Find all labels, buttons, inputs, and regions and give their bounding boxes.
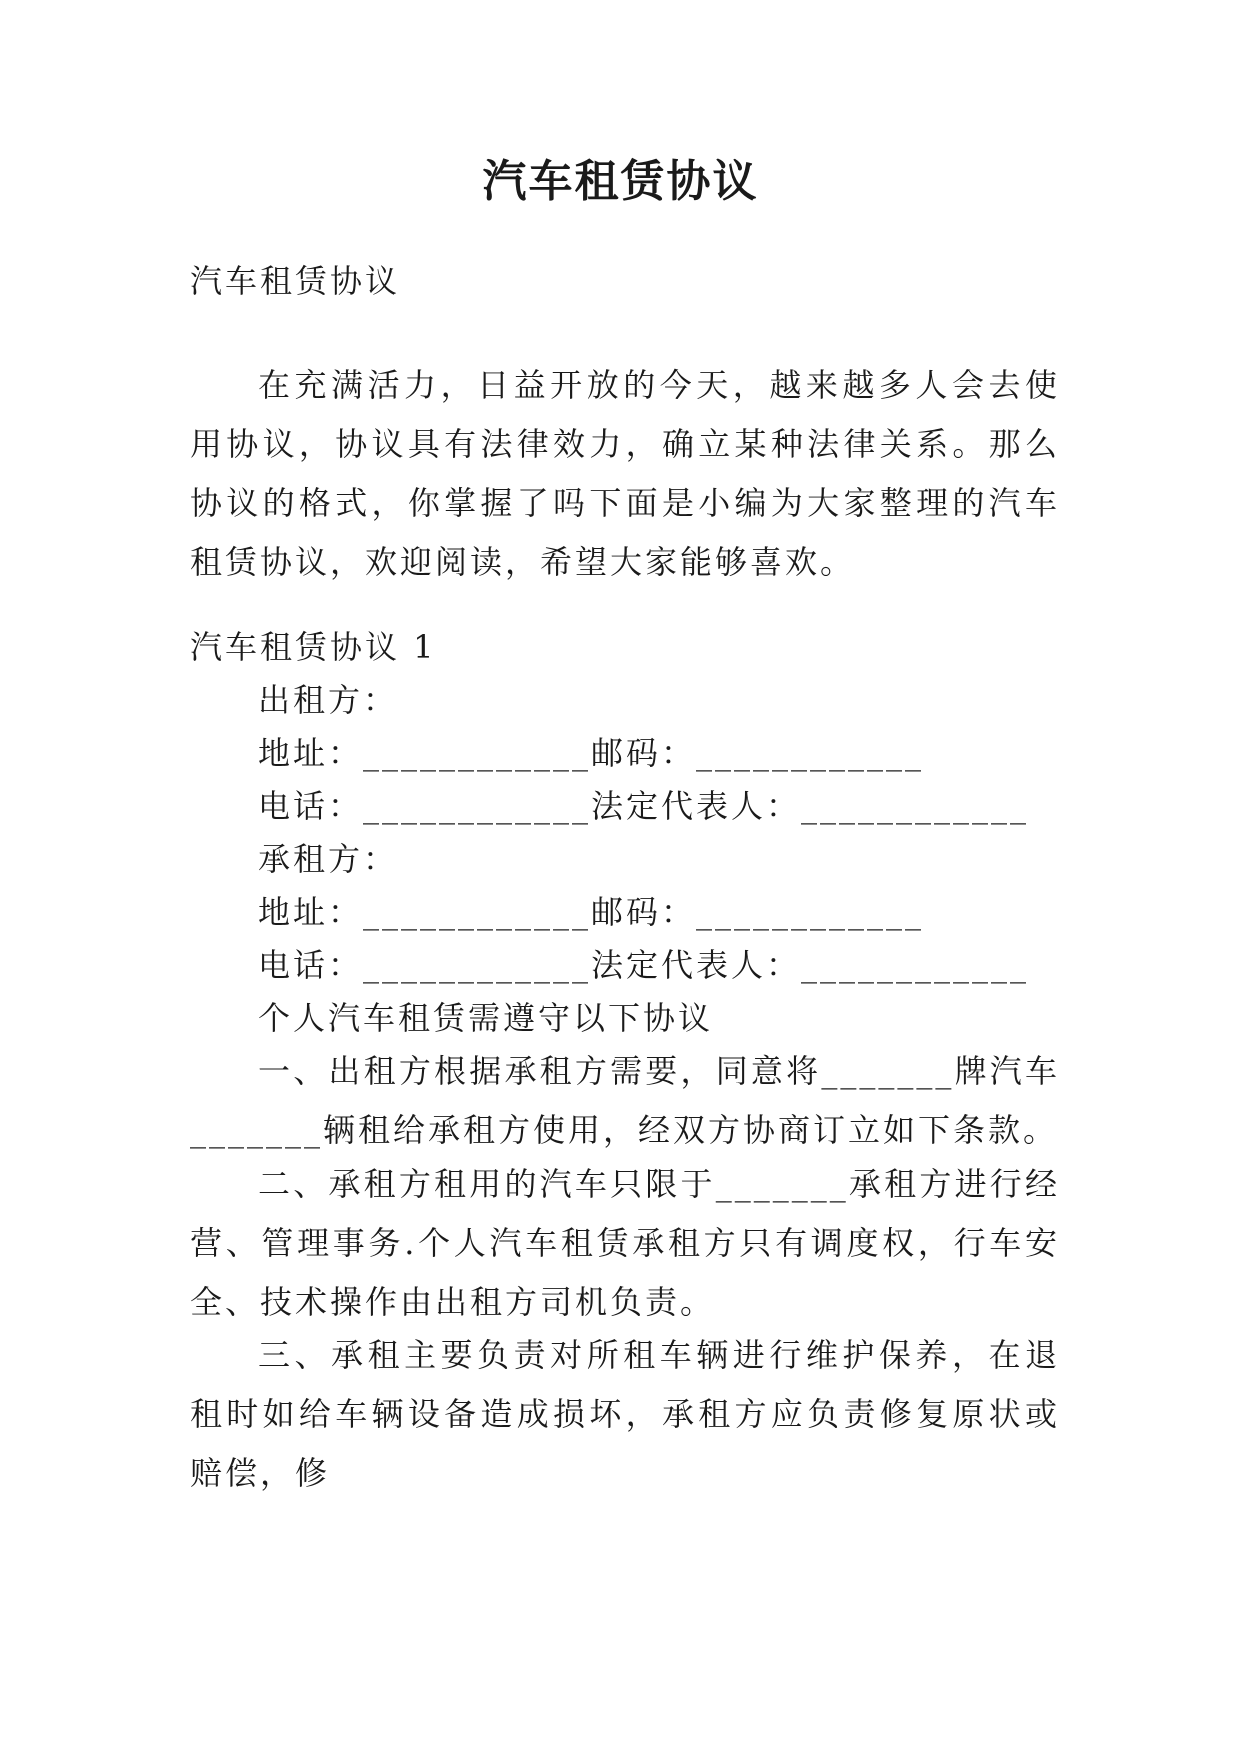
- lessee-address-line: 地址：____________邮码：____________: [258, 893, 925, 931]
- intro-paragraph: 在充满活力，日益开放的今天，越来越多人会去使用协议，协议具有法律效力，确立某种法律关系。那么协议的格式，你掌握了吗下面是小编为大家整理的汽车租赁协议，欢迎阅读，希望大家能够喜欢。: [190, 366, 1060, 581]
- document-subtitle: 汽车租赁协议: [190, 262, 401, 300]
- clause-1: 一、出租方根据承租方需要，同意将_______牌汽车_______辆租给承租方使用，经双方协商订立如下条款。: [190, 1052, 1060, 1149]
- lessor-label: 出租方：: [258, 681, 399, 719]
- clause-3: 三、承租主要负责对所租车辆进行维护保养，在退租时如给车辆设备造成损坏，承租方应负责修复原状或赔偿，修: [190, 1336, 1060, 1492]
- lessee-phone-line: 电话：____________法定代表人：____________: [258, 946, 1030, 984]
- lessee-label: 承租方：: [258, 840, 399, 878]
- clause-2: 二、承租方租用的汽车只限于_______承租方进行经营、管理事务.个人汽车租赁承租方只有调度权，行车安全、技术操作由出租方司机负责。: [190, 1165, 1060, 1321]
- document-title: 汽车租赁协议: [482, 156, 759, 207]
- section-heading: 汽车租赁协议 1: [190, 628, 437, 666]
- agreement-intro: 个人汽车租赁需遵守以下协议: [258, 999, 714, 1037]
- lessor-phone-line: 电话：____________法定代表人：____________: [258, 787, 1030, 825]
- lessor-address-line: 地址：____________邮码：____________: [258, 734, 925, 772]
